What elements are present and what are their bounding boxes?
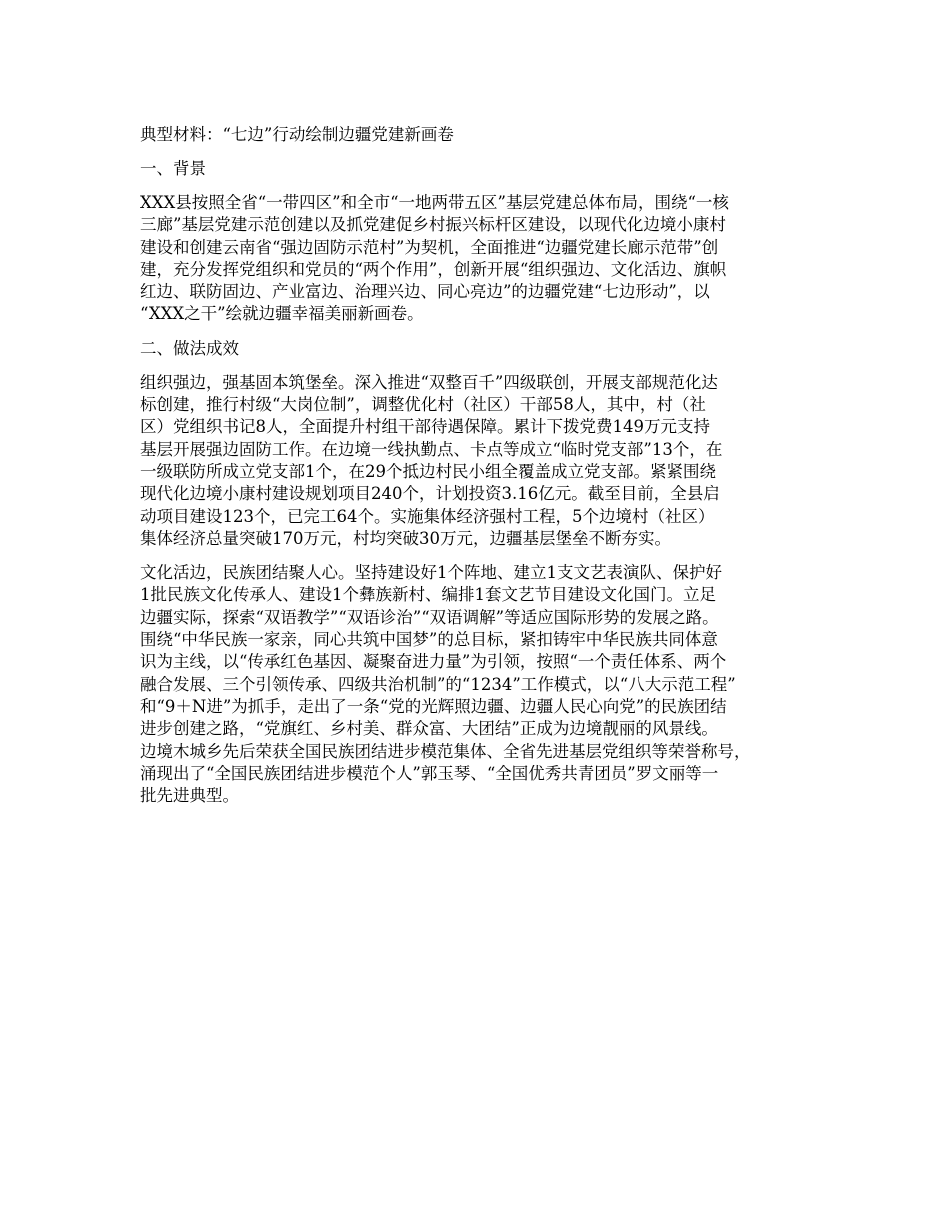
paragraph-line: 基层开展强边固防工作。在边境一线执勤点、卡点等成立“临时党支部”13个，在 — [140, 439, 723, 459]
paragraph-line: 现代化边境小康村建设规划项目240个，计划投资3.16亿元。截至目前，全县启 — [140, 484, 720, 504]
paragraph-line: “XXX之干”绘就边疆幸福美丽新画卷。 — [140, 304, 424, 324]
paragraph-line: 区）党组织书记8人，全面提升村组干部待遇保障。累计下拨党费149万元支持 — [140, 417, 710, 437]
paragraph-line: 集体经济总量突破170万元，村均突破30万元，边疆基层堡垒不断夯实。 — [140, 528, 671, 548]
document-title: 典型材料：“七边”行动绘制边疆党建新画卷 — [140, 125, 454, 144]
paragraph-line: 涌现出了“全国民族团结进步模范个人”郭玉琴、“全国优秀共青团员”罗文丽等一 — [140, 763, 719, 783]
paragraph-line: 边疆实际，探索“双语教学”“双语诊治”“双语调解”等适应国际形势的发展之路。 — [140, 607, 719, 627]
paragraph-line: 批先进典型。 — [140, 786, 239, 806]
paragraph-line: 标创建，推行村级“大岗位制”，调整优化村（社区）干部58人，其中，村（社 — [140, 395, 706, 415]
paragraph-organization — [140, 372, 830, 550]
paragraph-line: 红边、联防固边、产业富边、治理兴边、同心亮边”的边疆党建“七边形动”，以 — [140, 282, 710, 302]
paragraph-line: XXX县按照全省“一带四区”和全市“一地两带五区”基层党建总体布局，围绕“一核 — [140, 193, 729, 212]
paragraph-line: 组织强边，强基固本筑堡垒。深入推进“双整百千”四级联创，开展支部规范化达 — [140, 372, 718, 392]
paragraph-line: 围绕“中华民族一家亲，同心共筑中国梦”的总目标，紧扣铸牢中华民族共同体意 — [140, 630, 718, 650]
paragraph-line: 1批民族文化传承人、建设1个彝族新村、编排1套文艺节目建设文化国门。立足 — [140, 585, 716, 605]
paragraph-line: 一级联防所成立党支部1个，在29个抵边村民小组全覆盖成立党支部。紧紧围绕 — [140, 461, 716, 481]
section-heading-background: 一、背景 — [140, 159, 206, 178]
paragraph-line: 建，充分发挥党组织和党员的“两个作用”，创新开展“组织强边、文化活边、旗帜 — [140, 259, 727, 279]
paragraph-line: 三廊”基层党建示范创建以及抓党建促乡村振兴标杆区建设，以现代化边境小康村 — [140, 215, 726, 235]
paragraph-line: 进步创建之路，“党旗红、乡村美、群众富、大团结”正成为边境靓丽的风景线。 — [140, 719, 718, 739]
document-body — [140, 124, 830, 819]
paragraph-culture — [140, 562, 830, 807]
paragraph-line: 识为主线，以“传承红色基因、凝聚奋进力量”为引领，按照“一个责任体系、两个 — [140, 652, 727, 672]
paragraph-background — [140, 192, 830, 326]
paragraph-line: 融合发展、三个引领传承、四级共治机制”的“1234”工作模式，以“八大示范工程” — [140, 674, 736, 694]
paragraph-line: 边境木城乡先后荣获全国民族团结进步模范集体、全省先进基层党组织等荣誉称号， — [140, 741, 751, 761]
paragraph-line: 动项目建设123个，已完工64个。实施集体经济强村工程，5个边境村（社区） — [140, 506, 715, 526]
section-heading-practices: 二、做法成效 — [140, 338, 239, 358]
paragraph-line: 建设和创建云南省“强边固防示范村”为契机，全面推进“边疆党建长廊示范带”创 — [140, 237, 719, 257]
paragraph-line: 和“9＋N进”为抓手，走出了一条“党的光辉照边疆、边疆人民心向党”的民族团结 — [140, 696, 727, 716]
paragraph-line: 文化活边，民族团结聚人心。坚持建设好1个阵地、建立1支文艺表演队、保护好 — [140, 563, 722, 583]
